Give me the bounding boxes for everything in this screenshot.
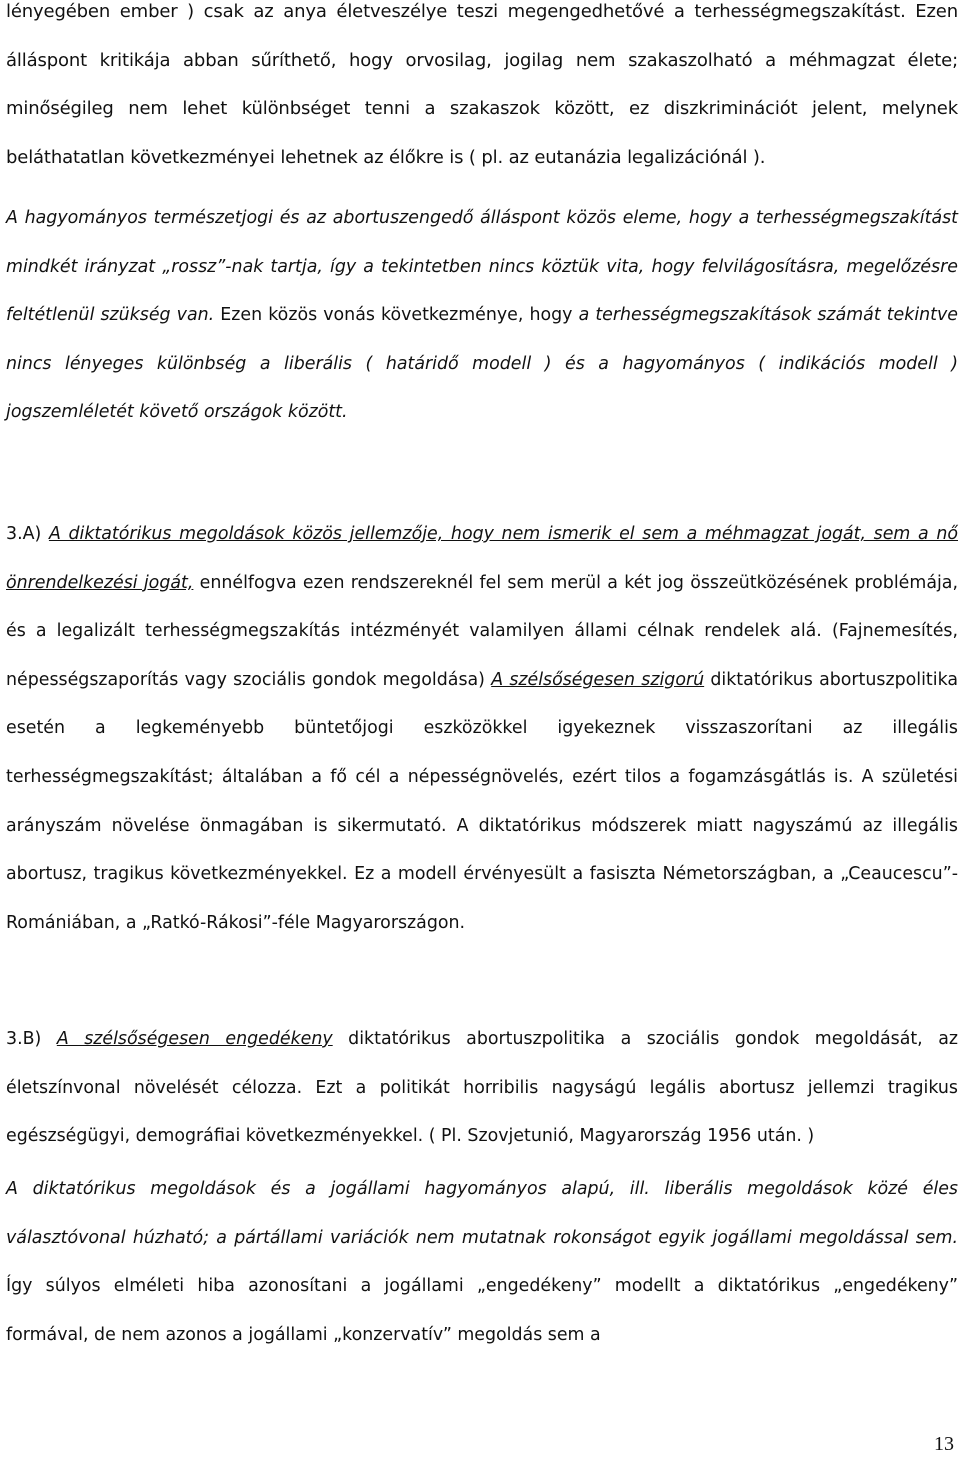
paragraph-4-italic-underlined: A szélsőségesen engedékeny [56,1029,333,1049]
paragraph-5-text: Így súlyos elméleti hiba azonosítani a jogállami „engedékeny” modellt a diktatórikus „engedékeny” formával, de nem azonos a jogállami „konzervatív” megoldás sem a [6,1276,958,1345]
paragraph-2 [6,194,958,437]
paragraph-5 [6,1165,958,1359]
section-label-3a: 3.A) [6,524,49,544]
paragraph-3 [6,510,958,947]
paragraph-5-italic: A diktatórikus megoldások és a jogállami hagyományos alapú, ill. liberális megoldások közé éles választóvonal húzható; a pártállami variációk nem mutatnak rokonságot egyik jogállami megoldással sem. [6,1179,958,1248]
paragraph-4-text: diktatórikus abortuszpolitika a szociális gondok megoldását, az életszínvonal növelését célozza. Ezt a politikát horribilis nagyságú legális abortusz jellemzi tragikus egészségügyi, demográfiai következményekkel. ( Pl. Szovjetunió, Magyarország 1956 után. ) [6,1029,958,1147]
page-number: 13 [934,1433,954,1455]
paragraph-3-text-2: diktatórikus abortuszpolitika esetén a legkeményebb büntetőjogi eszközökkel igyekeznek visszaszorítani az illegális terhességmegszakítást; általában a fő cél a népességnövelés, ezért tilos a fogamzásgátlás is. A születési arányszám növelése önmagában is sikermutató. A diktatórikus módszerek miatt nagyszámú az illegális abortusz, tragikus következményekkel. Ez a modell érvényesült a fasiszta Németországban, a „Ceaucescu”- Romániában, a „Ratkó-Rákosi”-féle Magyarországon. [6,669,959,933]
paragraph-3-italic-underlined-2: A szélsőségesen szigorú [491,669,705,690]
paragraph-3-italic-underlined: A diktatórikus megoldások közös jellemzője, hogy nem ismerik el sem a méhmagzat jogát, sem a nő önrendelkezési jogát, [6,524,958,593]
paragraph-2-italic-2: a terhességmegszakítások számát tekintve nincs lényeges különbség a liberális ( határidő modell ) és a hagyományos ( indikációs modell ) jogszemléletét követő országok között. [6,305,958,423]
paragraph-3-text: ennélfogva ezen rendszereknél fel sem merül a két jog összeütközésének problémája, és a legalizált terhességmegszakítás intézményét valamilyen állami célnak rendelek alá. (Fajnemesítés, népességszaporítás vagy szociális gondok megoldása) [6,572,958,690]
section-label-3b: 3.B) [6,1029,57,1049]
paragraph-2-text: Ezen közös vonás következménye, hogy [214,305,579,326]
paragraph-1 [6,0,958,182]
paragraph-4 [6,1015,958,1161]
paragraph-1-text: lényegében ember ) csak az anya életveszélye teszi megengedhetővé a terhességmegszakítást. Ezen álláspont kritikája abban sűríthető, hogy orvosilag, jogilag nem szakaszolható a méhmagzat élete; minőségileg nem lehet különbséget tenni a szakaszok között, ez diszkriminációt jelent, melynek beláthatatlan következményei lehetnek az élőkre is ( pl. az eutanázia legalizációnál ). [6,1,958,168]
paragraph-2-italic: A hagyományos természetjogi és az abortuszengedő álláspont közös eleme, hogy a terhességmegszakítást mindkét irányzat „rossz”-nak tartja, így a tekintetben nincs köztük vita, hogy felvilágosításra, megelőzésre feltétlenül szükség van. [6,208,958,326]
